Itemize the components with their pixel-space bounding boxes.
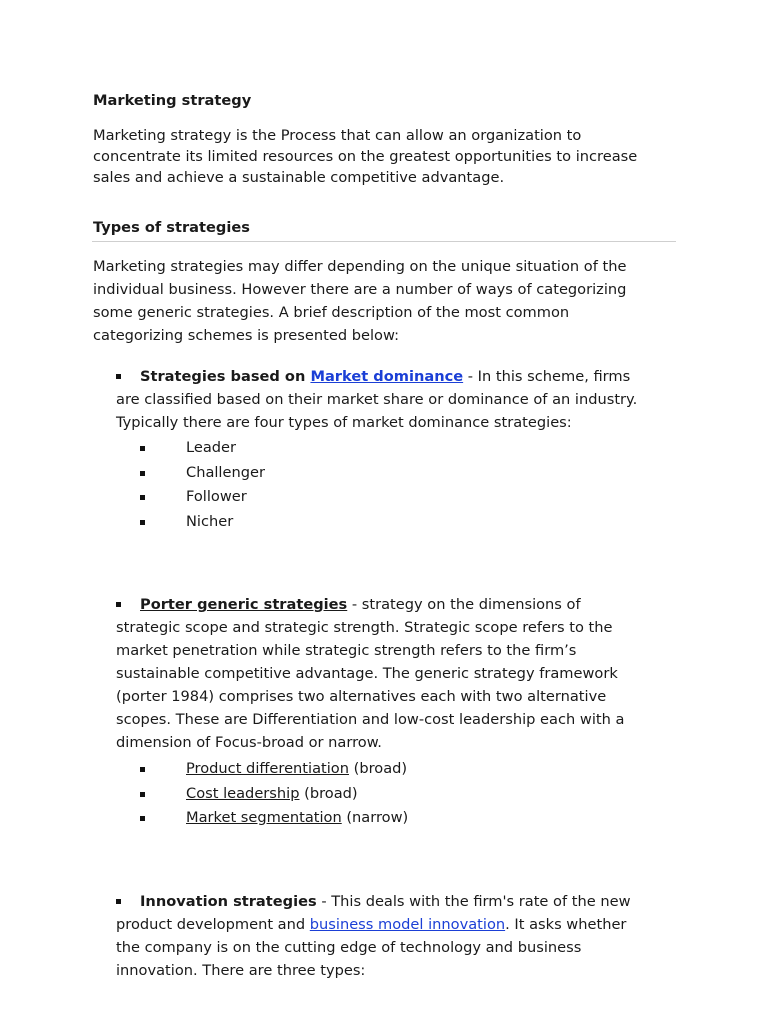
intro-line-1: Marketing strategy is the Process that can allow an organization to: [93, 127, 582, 144]
porter-item-1: [186, 757, 407, 780]
bullet-marker: [140, 446, 145, 451]
porter-line-1: [140, 593, 581, 616]
market-dominance-line-3: Typically there are four types of market dominance strategies:: [116, 414, 572, 431]
market-dominance-line-1: [140, 365, 630, 388]
porter-item-2: [186, 782, 358, 805]
innovation-line-2-prefix: product development and: [116, 916, 310, 933]
market-dominance-link[interactable]: Market dominance: [310, 368, 464, 385]
porter-link[interactable]: Porter generic strategies: [140, 596, 348, 613]
innovation-line-2-suffix: . It asks whether: [505, 916, 627, 933]
list-item-follower: Follower: [186, 488, 247, 505]
innovation-after-title: - This deals with the firm's rate of the new: [316, 893, 631, 910]
intro-line-2: concentrate its limited resources on the greatest opportunities to increase: [93, 148, 638, 165]
section-title: Types of strategies: [93, 219, 250, 236]
bullet-marker: [140, 471, 145, 476]
innovation-line-1: [140, 890, 631, 913]
porter-item-2-suffix: (broad): [299, 785, 358, 802]
product-differentiation-link[interactable]: Product differentiation: [186, 760, 349, 777]
bullet-marker: [116, 899, 121, 904]
market-dominance-after-link: - In this scheme, firms: [463, 368, 631, 385]
types-intro-line-1: Marketing strategies may differ depending on the unique situation of the: [93, 258, 627, 275]
porter-line-2: strategic scope and strategic strength. Strategic scope refers to the: [116, 619, 613, 636]
bullet-marker: [140, 495, 145, 500]
bullet-marker: [140, 767, 145, 772]
page-title: Marketing strategy: [93, 92, 252, 109]
porter-line-5: (porter 1984) comprises two alternatives each with two alternative: [116, 688, 607, 705]
types-intro-line-3: some generic strategies. A brief description of the most common: [93, 304, 570, 321]
porter-item-3-suffix: (narrow): [341, 809, 409, 826]
porter-item-3: [186, 806, 408, 829]
list-item-leader: Leader: [186, 439, 237, 456]
innovation-line-4: innovation. There are three types:: [116, 962, 366, 979]
porter-item-1-suffix: (broad): [348, 760, 408, 777]
list-item-challenger: Challenger: [186, 464, 265, 481]
types-intro-line-2: individual business. However there are a number of ways of categorizing: [93, 281, 627, 298]
bullet-marker: [116, 374, 121, 379]
porter-line-7: dimension of Focus-broad or narrow.: [116, 734, 382, 751]
porter-line-4: sustainable competitive advantage. The generic strategy framework: [116, 665, 618, 682]
innovation-title: Innovation strategies: [140, 893, 317, 910]
porter-line-3: market penetration while strategic strength refers to the firm’s: [116, 642, 577, 659]
market-dominance-line-2: are classified based on their market share or dominance of an industry.: [116, 391, 638, 408]
bullet-marker: [140, 520, 145, 525]
porter-line-6: scopes. These are Differentiation and low-cost leadership each with a: [116, 711, 625, 728]
market-dominance-prefix: Strategies based on: [140, 368, 311, 385]
porter-after-link: - strategy on the dimensions of: [347, 596, 581, 613]
intro-line-3: sales and achieve a sustainable competitive advantage.: [93, 169, 505, 186]
list-item-nicher: Nicher: [186, 513, 234, 530]
market-segmentation-link[interactable]: Market segmentation: [186, 809, 342, 826]
bullet-marker: [116, 602, 121, 607]
bullet-marker: [140, 792, 145, 797]
innovation-line-2: [116, 913, 626, 936]
bullet-marker: [140, 816, 145, 821]
innovation-line-3: the company is on the cutting edge of technology and business: [116, 939, 582, 956]
types-intro-line-4: categorizing schemes is presented below:: [93, 327, 400, 344]
section-divider: [92, 241, 676, 242]
cost-leadership-link[interactable]: Cost leadership: [186, 785, 300, 802]
business-model-innovation-link[interactable]: business model innovation: [309, 916, 506, 933]
